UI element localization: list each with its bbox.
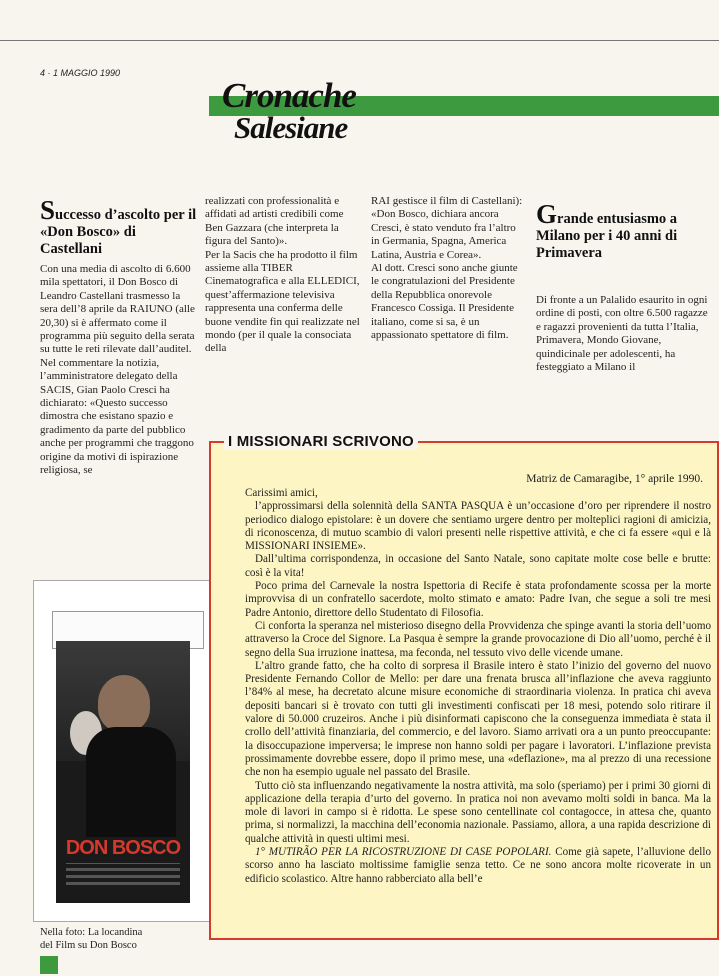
letter-para-7-heading: 1° MUTIRÃO PER LA RICOSTRUZIONE DI CASE POPOLARI. bbox=[255, 846, 552, 859]
photo-caption bbox=[40, 926, 142, 952]
letter-para-5: L’altro grande fatto, che ha colto di sorpresa il Brasile intero è stato l’inizio del governo del nuovo Presidente Fernando Collor de Mello: per dare una frenata brusca all’inflazione che aveva raggiunto l’84% al mese, ha decretato alcune misure economiche di straordinaria violenza. In pratica chi aveva depositi bancari si è trovato con tutti gli investimenti confiscati per 18 mesi, potendo solo ritirare il valore di 50.000 cruzeiros. Anche i più disinformati capiscono che la conseguenza immediata è stata il crollo dell’attività finanziaria, del commercio, e del lavoro. Siamo arrivati ora a un punto preoccupante: la disoccupazione imperversa; le imprese non hanno soldi per pagare i lavoratori. L’inflazione prevista prossimamente dovrebbe essere, dopo il primo mese, una «deflazione», ma al prezzo di una recessione che non ha esempio uguale nel passato del Brasile. bbox=[245, 659, 711, 779]
poster-title: DON BOSCO bbox=[65, 837, 181, 859]
masthead-title-line2: Salesiane bbox=[234, 110, 348, 145]
article1-headline bbox=[40, 195, 200, 258]
letter-para-7-text: Come già sapete, l’alluvione dello scorso anno ha lasciato moltissime famiglie senza tetto. Ce ne sono ancora molte ricoverate in un edificio scolastico. Altre hanno rabberciato alla bell’e bbox=[245, 846, 711, 885]
article1-col2-para2: Per la Sacis che ha prodotto il film assieme alla TIBER Cinematografica e alla ELLEDICI, quest’affermazione televisiva rappresenta una conferma delle buone vendite fin qui realizzate nel mondo (per il quale la consociata della bbox=[205, 248, 360, 355]
article1-headline-initial: S bbox=[40, 195, 56, 225]
page-number: 4 · 1 MAGGIO 1990 bbox=[40, 68, 121, 78]
photo-caption-line2: del Film su Don Bosco bbox=[40, 940, 137, 951]
article2-column bbox=[536, 294, 708, 374]
letter-dateline: Matriz de Camaragibe, 1° aprile 1990. bbox=[526, 473, 703, 485]
photo-caption-line1: Nella foto: La locandina bbox=[40, 927, 143, 938]
article1-col3-para2: Al dott. Cresci sono anche giunte le congratulazioni del Presidente della Repubblica onorevole Francesco Cossiga. Il Presidente italiano, come si sa, è un appassionato spettatore di film. bbox=[371, 262, 518, 342]
letter-para-2: Dall’ultima corrispondenza, in occasione del Santo Natale, sono capitate molte cose belle e brutte: così è la vita! bbox=[245, 553, 711, 579]
article2-para: Di fronte a un Palalido esaurito in ogni ordine di posti, con oltre 6.500 ragazze e ragazzi provenienti da tutta l’Italia, Primavera, Mondo Giovane, quindicinale per adolescenti, ha festeggiato a Milano il bbox=[536, 294, 708, 374]
article1-column1 bbox=[40, 263, 198, 478]
footer-green-square bbox=[40, 956, 58, 974]
missionari-box bbox=[209, 441, 719, 940]
top-rule bbox=[0, 40, 719, 41]
letter-para-6: Tutto ciò sta influenzando negativamente la nostra attività, ma solo (speriamo) per i primi 30 giorni di applicazione della terapia d’urto del governo. In pratica noi non avevamo molti soldi in banca. Ma la mole di lavori in campo si è ridotta. Le spese sono centellinate col contagocce, in attesa che, quanto prima, si normalizzi, la macchina dell’economia nazionale. Passiamo, allora, a una rapida descrizione di qualche attività in questi ultimi mesi. bbox=[245, 779, 711, 845]
article1-col1-para1: Con una media di ascolto di 6.600 mila spettatori, il Don Bosco di Leandro Castellani trasmesso la sera dell’8 aprile da RAIUNO (alle 20,30) si è affermato come il programma più seguito della serata su tutte le reti rilevate dall’auditel. bbox=[40, 263, 195, 356]
article1-col2-para1: realizzati con professionalità e affidati ad artisti credibili come Ben Gazzara (che interpreta la figura del Santo)». bbox=[205, 195, 344, 248]
article1-headline-text: uccesso d’ascolto per il «Don Bosco» di Castellani bbox=[40, 207, 197, 257]
letter-salutation: Carissimi amici, bbox=[245, 487, 318, 499]
article1-col1-para2: Nel commentare la notizia, l’amministratore delegato della SACIS, Gian Paolo Cresci ha dichiarato: «Questo successo dimostra che esistano spazio e gradimento da parte del pubblico anche per programmi che traggono origine da motivi di ispirazione religiosa, se bbox=[40, 356, 194, 477]
masthead-title-line1: Cronache bbox=[222, 76, 356, 115]
article2-headline bbox=[536, 199, 712, 262]
film-poster-image bbox=[56, 641, 190, 903]
letter-body bbox=[245, 487, 711, 886]
missionari-box-title: I MISSIONARI SCRIVONO bbox=[224, 433, 418, 450]
article2-headline-initial: G bbox=[536, 199, 558, 229]
poster-credits bbox=[66, 863, 180, 894]
letter-para-3: Poco prima del Carnevale la nostra Ispettoria di Recife è stata profondamente scossa per la morte improvvisa di un confratello sacerdote, molto stimato e amato: Padre Ivan, che segue a soli tre mesi Padre Antonio, direttore dello Studentato di Filosofia. bbox=[245, 580, 711, 619]
letter-para-7 bbox=[245, 846, 711, 886]
article1-column3 bbox=[371, 195, 523, 342]
letter-para-4: Ci conforta la speranza nel misterioso disegno della Provvidenza che spinge avanti la storia dell’uomo attraverso la Croce del Signore. La Pasqua è sempre la grande provocazione di Dio all’uomo, perché è il segno della Sua irruzione inattesa, ma feconda, nel tessuto vivo delle vicende umane. bbox=[245, 619, 711, 659]
article1-column2 bbox=[205, 195, 363, 356]
poster-figure-main bbox=[98, 675, 150, 731]
poster-frame bbox=[33, 580, 210, 922]
article1-col3-para1: RAI gestisce il film di Castellani): «Don Bosco, dichiara ancora Cresci, è stato venduto fra l’altro in Germania, Spagna, America Latina, Austria e Corea». bbox=[371, 195, 523, 261]
article2-headline-text: rande entusiasmo a Milano per i 40 anni di Primavera bbox=[536, 211, 678, 261]
letter-para-1: l’approssimarsi della solennità della SANTA PASQUA è un’occasione d’oro per riprendere il nostro periodico dialogo epistolare: è un dovere che sentiamo urgere dentro per molteplici ragioni di amicizia, di riconoscenza, di mutuo scambio di valori presenti nelle rispettive attività, e che ci fa essere «qui e là MISSIONARI INSIEME». bbox=[245, 500, 711, 553]
